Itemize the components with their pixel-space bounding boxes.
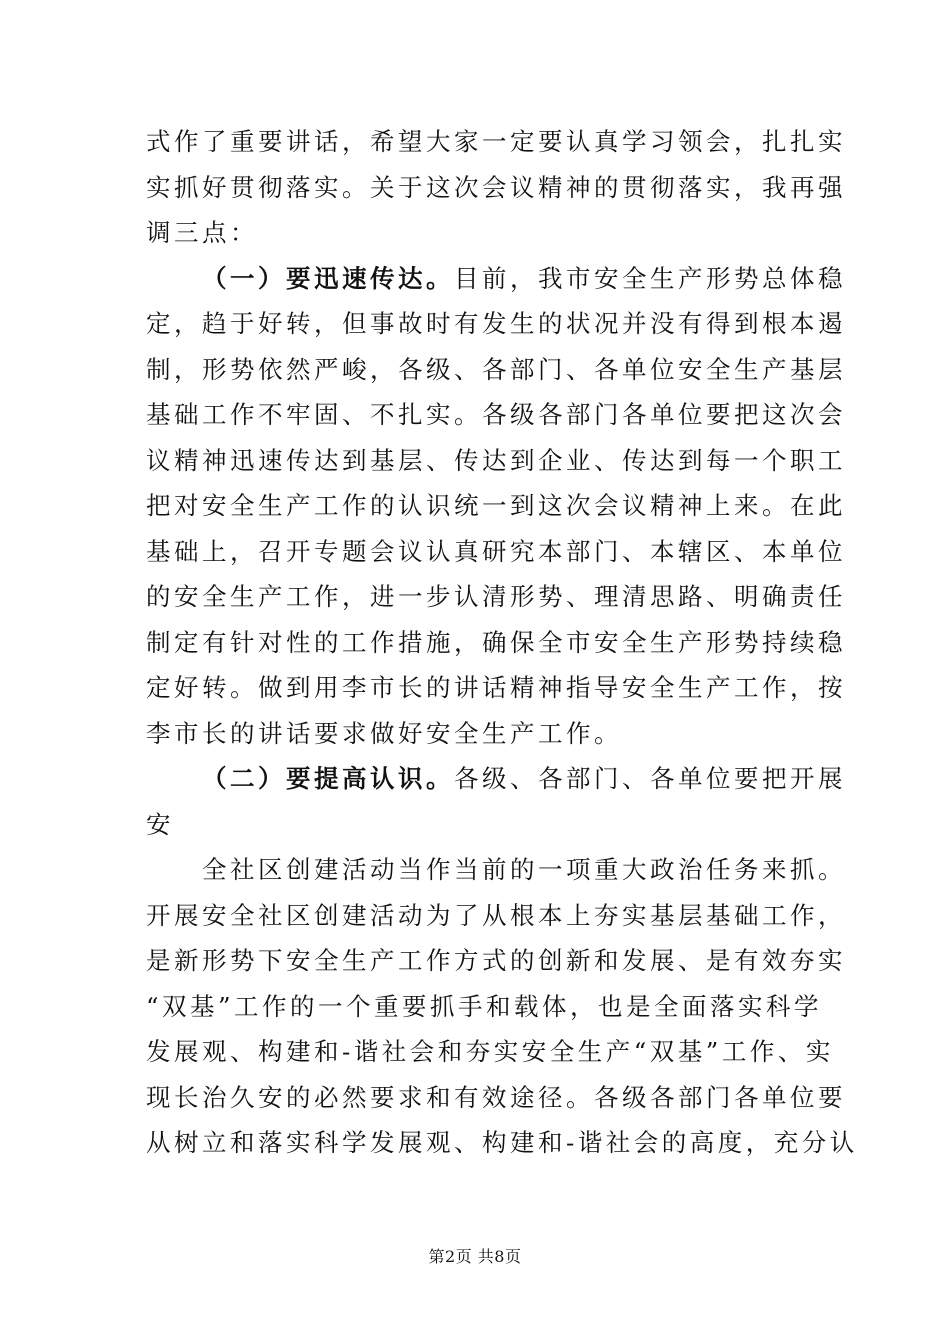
text-line: 实抓好贯彻落实。关于这次会议精神的贯彻落实，我再强 — [146, 172, 846, 202]
text-line: 定好转。做到用李市长的讲话精神指导安全生产工作，按 — [146, 673, 846, 702]
section-2-heading: （二）要提高认识。 — [202, 764, 454, 793]
document-body — [146, 119, 858, 1166]
text-line: 基础工作不牢固、不扎实。各级各部门各单位要把这次会 — [146, 400, 846, 429]
section-1-heading: （一）要迅速传达。 — [202, 263, 454, 293]
page-footer: 第2页 共8页 — [428, 1247, 522, 1266]
text-line: 安 — [146, 809, 174, 839]
text-line: 制，形势依然严峻，各级、各部门、各单位安全生产基层 — [146, 354, 846, 384]
text-line: 制定有针对性的工作措施，确保全市安全生产形势持续稳 — [146, 627, 846, 657]
text-line: 基础上，召开专题会议认真研究本部门、本辖区、本单位 — [146, 536, 846, 566]
text-line: 现长治久安的必然要求和有效途径。各级各部门各单位要 — [146, 1082, 846, 1112]
text-line: “双基”工作的一个重要抓手和载体，也是全面落实科学 — [146, 991, 823, 1021]
text-line: 定，趋于好转，但事故时有发生的状况并没有得到根本遏 — [146, 309, 846, 338]
text-line: 议精神迅速传达到基层、传达到企业、传达到每一个职工 — [146, 445, 846, 475]
section-2-first-line — [146, 756, 846, 802]
text-line: 调三点： — [146, 218, 258, 247]
text-line: 发展观、构建和-谐社会和夯实安全生产“双基”工作、实 — [146, 1037, 834, 1066]
section-3-first-line: 全社区创建活动当作当前的一项重大政治任务来抓。 — [202, 855, 846, 884]
text-line: 从树立和落实科学发展观、构建和-谐社会的高度，充分认 — [146, 1128, 858, 1157]
text-line: 开展安全社区创建活动为了从根本上夯实基层基础工作， — [146, 900, 846, 930]
section-1-first-line — [146, 256, 846, 302]
section-1-text: 目前，我市安全生产形势总体稳 — [454, 263, 846, 293]
text-line: 式作了重要讲话，希望大家一定要认真学习领会，扎扎实 — [146, 127, 846, 156]
text-line: 李市长的讲话要求做好安全生产工作。 — [146, 718, 622, 748]
text-line: 的安全生产工作，进一步认清形势、理清思路、明确责任 — [146, 582, 846, 611]
text-line: 是新形势下安全生产工作方式的创新和发展、是有效夯实 — [146, 946, 846, 975]
section-2-text: 各级、各部门、各单位要把开展 — [454, 764, 846, 793]
text-line: 把对安全生产工作的认识统一到这次会议精神上来。在此 — [146, 491, 846, 520]
